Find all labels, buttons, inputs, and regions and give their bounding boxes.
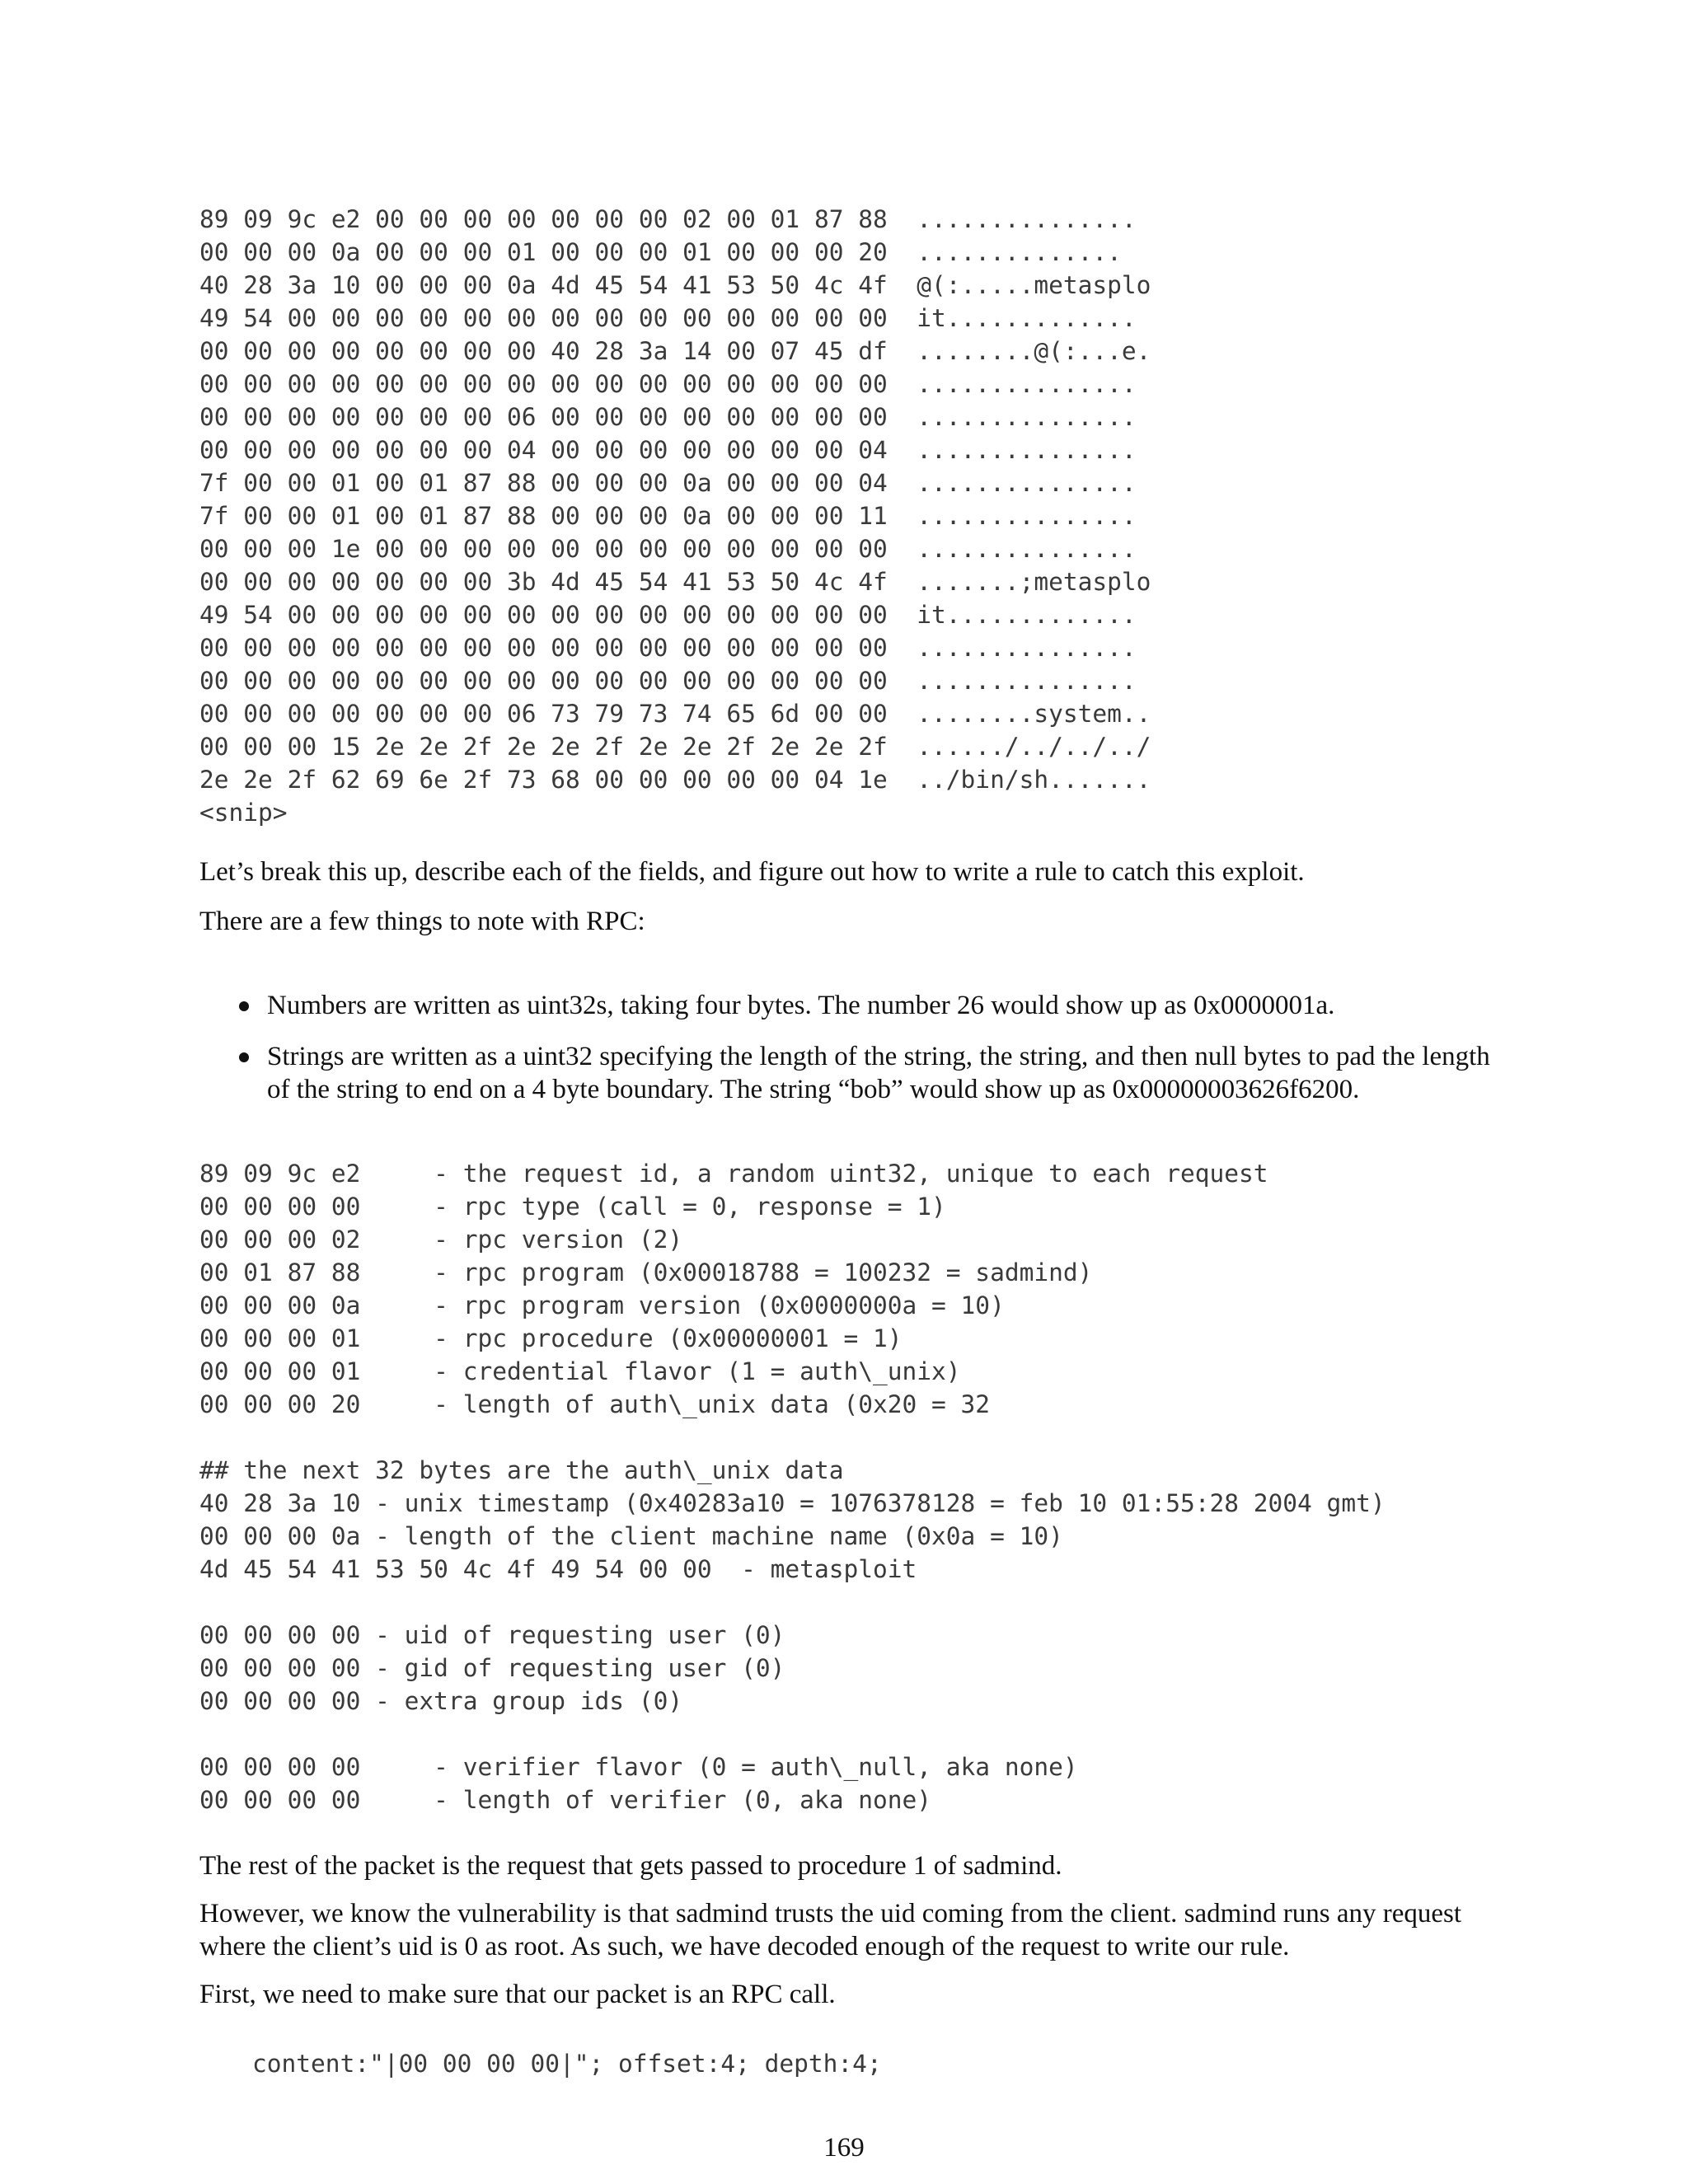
paragraph-vulnerability: However, we know the vulnerability is that sadmind trusts the uid coming from the client. sadmind runs any request where the client’s uid is 0 as root. As such, we have decoded enough of the request to write our rule. bbox=[199, 1899, 1462, 1961]
hexdump-line: 00 00 00 00 00 00 00 00 40 28 3a 14 00 07 45 df ........@(:...e. bbox=[199, 337, 1151, 365]
field-line: 89 09 9c e2 - the request id, a random uint32, unique to each request bbox=[199, 1160, 1268, 1188]
field-line bbox=[199, 1586, 1386, 1619]
field-line: 00 00 00 20 - length of auth\_unix data (0x20 = 32 bbox=[199, 1390, 991, 1418]
hexdump-line: 89 09 9c e2 00 00 00 00 00 00 00 02 00 01 87 88 ............... bbox=[199, 205, 1137, 233]
hexdump-line: 00 00 00 00 00 00 00 04 00 00 00 00 00 00 00 04 ............... bbox=[199, 436, 1137, 464]
hexdump-line: 00 00 00 0a 00 00 00 01 00 00 00 01 00 00 00 20 .............. bbox=[199, 238, 1122, 266]
field-line: 00 00 00 02 - rpc version (2) bbox=[199, 1226, 683, 1254]
field-line: 00 00 00 00 - length of verifier (0, aka none) bbox=[199, 1786, 932, 1814]
hexdump-block bbox=[199, 203, 1151, 829]
bullet-icon bbox=[239, 1052, 249, 1062]
field-line: 00 00 00 00 - rpc type (call = 0, response = 1) bbox=[199, 1193, 946, 1221]
bullet-icon bbox=[239, 1001, 249, 1011]
hexdump-line: 00 00 00 1e 00 00 00 00 00 00 00 00 00 00 00 00 ............... bbox=[199, 535, 1137, 563]
paragraph-rest-of-packet: The rest of the packet is the request that gets passed to procedure 1 of sadmind. bbox=[199, 1851, 1062, 1881]
hexdump-line: 00 00 00 00 00 00 00 06 00 00 00 00 00 00 00 00 ............... bbox=[199, 403, 1137, 431]
rule-code-snippet: content:"|00 00 00 00|"; offset:4; depth:4; bbox=[252, 2050, 882, 2078]
field-line: 00 00 00 0a - rpc program version (0x0000000a = 10) bbox=[199, 1291, 1005, 1319]
hexdump-line: 00 00 00 00 00 00 00 06 73 79 73 74 65 6d 00 00 ........system.. bbox=[199, 700, 1151, 728]
bullet-text-numbers: Numbers are written as uint32s, taking four bytes. The number 26 would show up as 0x0000001a. bbox=[267, 991, 1335, 1020]
hexdump-line: 40 28 3a 10 00 00 00 0a 4d 45 54 41 53 50 4c 4f @(:.....metasplo bbox=[199, 271, 1151, 299]
paragraph-rpc-call: First, we need to make sure that our packet is an RPC call. bbox=[199, 1980, 836, 2009]
field-line: 00 00 00 00 - verifier flavor (0 = auth\_null, aka none) bbox=[199, 1753, 1078, 1781]
hexdump-line: 7f 00 00 01 00 01 87 88 00 00 00 0a 00 00 00 04 ............... bbox=[199, 469, 1137, 497]
field-line: 4d 45 54 41 53 50 4c 4f 49 54 00 00 - metasploit bbox=[199, 1555, 917, 1583]
hexdump-line: 00 00 00 00 00 00 00 3b 4d 45 54 41 53 50 4c 4f .......;metasplo bbox=[199, 568, 1151, 596]
list-item bbox=[239, 1040, 1500, 1106]
bullet-text-strings: Strings are written as a uint32 specifying the length of the string, the string, and then null bytes to pad the length of the string to end on a 4 byte boundary. The string “bob” would show up as 0x00000003626f6200. bbox=[267, 1042, 1490, 1104]
field-line bbox=[199, 1718, 1386, 1750]
hexdump-line: 00 00 00 00 00 00 00 00 00 00 00 00 00 00 00 00 ............... bbox=[199, 370, 1137, 398]
field-line: 00 00 00 00 - extra group ids (0) bbox=[199, 1687, 683, 1715]
hexdump-line: 2e 2e 2f 62 69 6e 2f 73 68 00 00 00 00 00 04 1e ../bin/sh....... bbox=[199, 766, 1151, 794]
rpc-notes-list bbox=[239, 989, 1500, 1124]
field-breakdown-block bbox=[199, 1157, 1386, 1816]
paragraph-intro: Let’s break this up, describe each of the fields, and figure out how to write a rule to catch this exploit. bbox=[199, 857, 1305, 887]
page-number: 169 bbox=[823, 2133, 865, 2163]
hexdump-line: 00 00 00 00 00 00 00 00 00 00 00 00 00 00 00 00 ............... bbox=[199, 667, 1137, 695]
hexdump-line: 00 00 00 15 2e 2e 2f 2e 2e 2f 2e 2e 2f 2e 2e 2f ....../../../../ bbox=[199, 733, 1151, 761]
field-line bbox=[199, 1421, 1386, 1454]
hexdump-line: <snip> bbox=[199, 799, 288, 827]
list-item bbox=[239, 989, 1500, 1022]
hexdump-line: 7f 00 00 01 00 01 87 88 00 00 00 0a 00 00 00 11 ............... bbox=[199, 502, 1137, 530]
field-line: ## the next 32 bytes are the auth\_unix data bbox=[199, 1456, 844, 1484]
field-line: 00 00 00 01 - credential flavor (1 = auth\_unix) bbox=[199, 1357, 961, 1385]
hexdump-line: 49 54 00 00 00 00 00 00 00 00 00 00 00 00 00 00 it............. bbox=[199, 304, 1137, 332]
field-line: 00 00 00 01 - rpc procedure (0x00000001 = 1) bbox=[199, 1324, 903, 1352]
field-line: 40 28 3a 10 - unix timestamp (0x40283a10 = 1076378128 = feb 10 01:55:28 2004 gmt) bbox=[199, 1489, 1386, 1517]
hexdump-line: 00 00 00 00 00 00 00 00 00 00 00 00 00 00 00 00 ............... bbox=[199, 634, 1137, 662]
paragraph-rpc-notes: There are a few things to note with RPC: bbox=[199, 907, 645, 936]
field-line: 00 00 00 0a - length of the client machine name (0x0a = 10) bbox=[199, 1522, 1063, 1550]
field-line: 00 00 00 00 - uid of requesting user (0) bbox=[199, 1621, 785, 1649]
hexdump-line: 49 54 00 00 00 00 00 00 00 00 00 00 00 00 00 00 it............. bbox=[199, 601, 1137, 629]
field-line: 00 00 00 00 - gid of requesting user (0) bbox=[199, 1654, 785, 1682]
field-line: 00 01 87 88 - rpc program (0x00018788 = 100232 = sadmind) bbox=[199, 1258, 1093, 1286]
